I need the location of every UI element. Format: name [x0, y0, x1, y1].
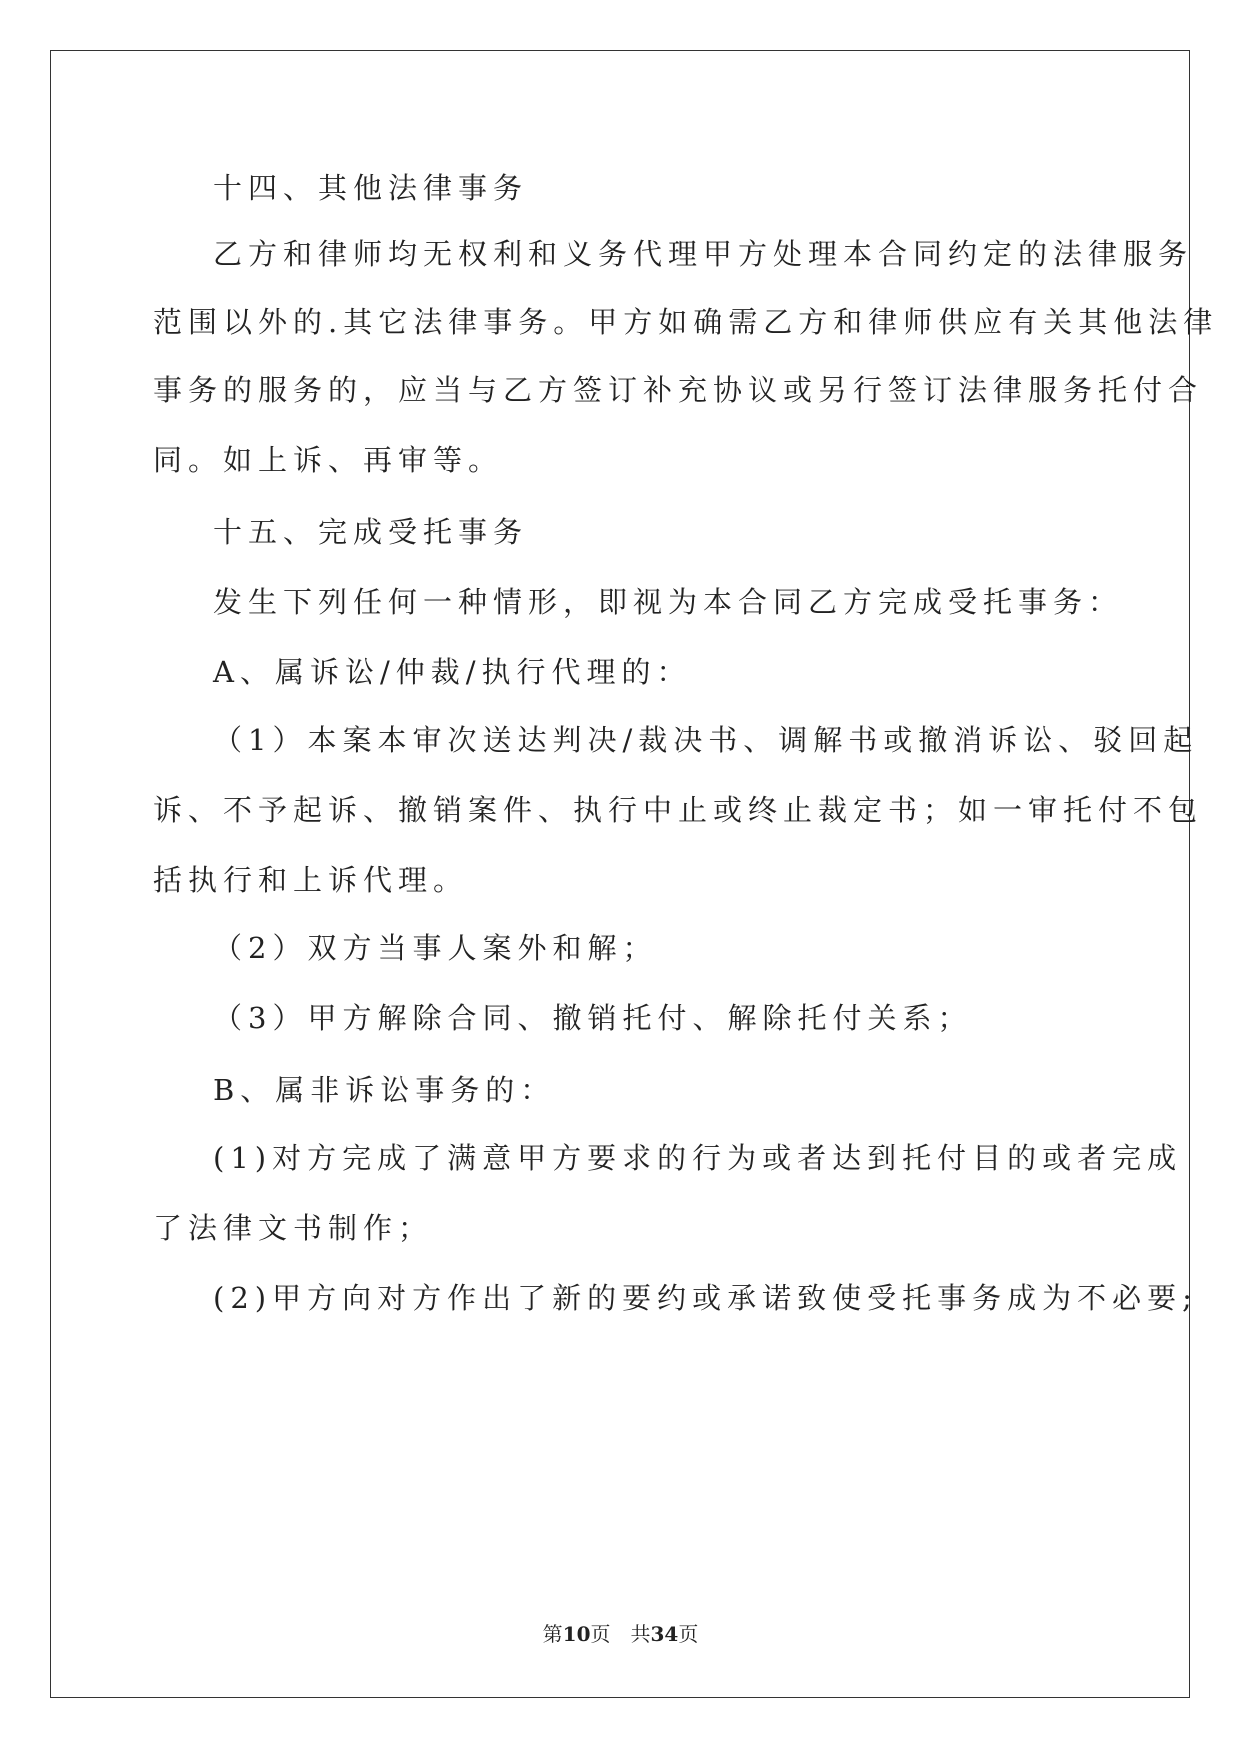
list-item-line: 诉、不予起诉、撤销案件、执行中止或终止裁定书；如一审托付不包 — [153, 793, 1204, 827]
list-item-line: （1）本案本审次送达判决/裁决书、调解书或撤消诉讼、驳回起 — [213, 723, 1199, 757]
footer-middle: 页 共 — [590, 1622, 651, 1646]
paragraph-line: 范围以外的.其它法律事务。甲方如确需乙方和律师供应有关其他法律 — [153, 305, 1219, 339]
current-page-number: 10 — [562, 1622, 591, 1646]
total-page-count: 34 — [650, 1622, 679, 1646]
section-heading-14: 十四、其他法律事务 — [213, 171, 529, 205]
subsection-a: A、属诉讼/仲裁/执行代理的： — [213, 655, 692, 689]
list-item-line: 括执行和上诉代理。 — [153, 863, 469, 897]
footer-prefix: 第 — [542, 1622, 563, 1646]
section-heading-15: 十五、完成受托事务 — [213, 515, 529, 549]
subsection-b: B、属非诉讼事务的： — [213, 1073, 556, 1107]
paragraph-line: 事务的服务的，应当与乙方签订补充协议或另行签订法律服务托付合 — [153, 373, 1204, 407]
page-footer — [0, 1618, 1241, 1647]
list-item-line: （2）双方当事人案外和解； — [213, 931, 658, 965]
list-item-line: (1)对方完成了满意甲方要求的行为或者达到托付目的或者完成 — [213, 1141, 1183, 1175]
list-item-line: （3）甲方解除合同、撤销托付、解除托付关系； — [213, 1001, 973, 1035]
list-item-line: 了法律文书制作； — [153, 1211, 434, 1245]
list-item-line: (2)甲方向对方作出了新的要约或承诺致使受托事务成为不必要; — [213, 1281, 1198, 1315]
paragraph-line: 发生下列任何一种情形，即视为本合同乙方完成受托事务： — [213, 585, 1124, 619]
paragraph-line: 同。如上诉、再审等。 — [153, 443, 504, 477]
paragraph-line: 乙方和律师均无权利和义务代理甲方处理本合同约定的法律服务 — [213, 237, 1194, 271]
footer-suffix: 页 — [678, 1622, 699, 1646]
